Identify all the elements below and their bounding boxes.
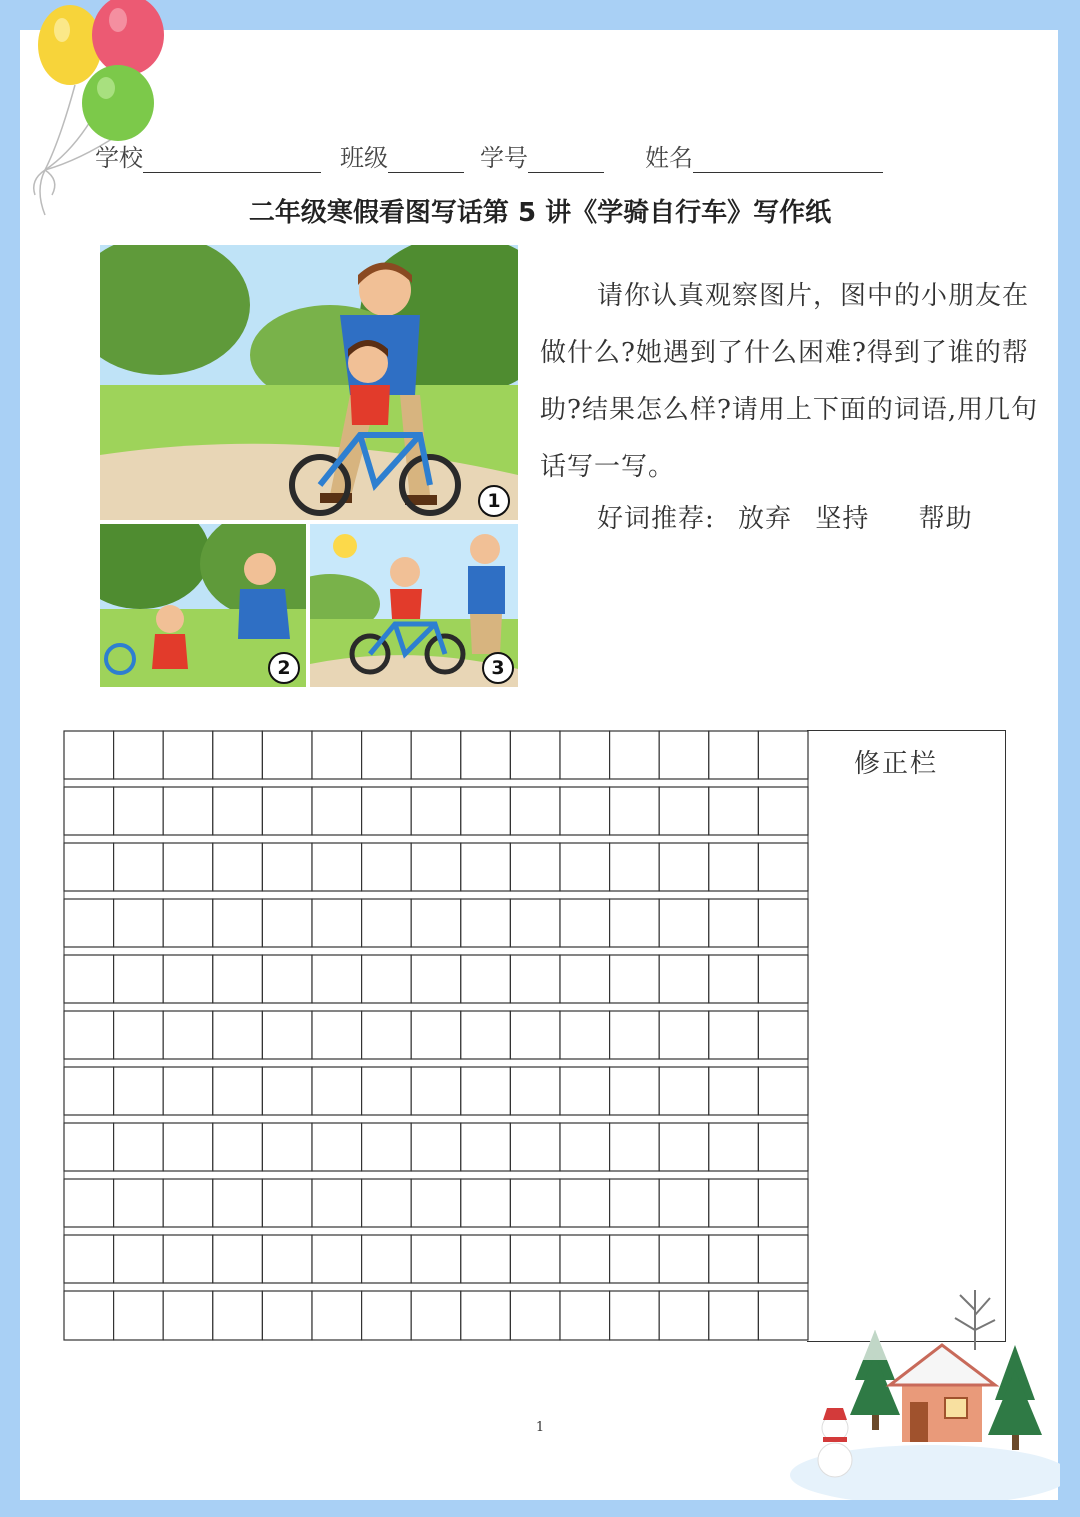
grid-cell[interactable] (163, 1011, 213, 1059)
grid-cell[interactable] (64, 1291, 114, 1340)
picture-3-number: 3 (482, 652, 514, 684)
grid-cell[interactable] (411, 1291, 461, 1340)
grid-cell[interactable] (758, 955, 808, 1003)
grid-cell[interactable] (362, 787, 412, 835)
grid-cell[interactable] (64, 731, 114, 779)
grid-cell[interactable] (510, 1011, 560, 1059)
grid-row-gap (64, 1059, 808, 1067)
grid-cell[interactable] (510, 955, 560, 1003)
grid-cell[interactable] (262, 1179, 312, 1227)
grid-cell[interactable] (610, 731, 660, 779)
grid-cell[interactable] (411, 1235, 461, 1283)
winter-house-decoration (790, 1290, 1060, 1500)
grid-cell[interactable] (262, 787, 312, 835)
grid-cell[interactable] (610, 899, 660, 947)
grid-cell[interactable] (560, 731, 610, 779)
grid-cell[interactable] (362, 1067, 412, 1115)
grid-row-gap (64, 891, 808, 899)
grid-cell[interactable] (213, 955, 263, 1003)
grid-cell[interactable] (709, 787, 759, 835)
grid-cell[interactable] (64, 1123, 114, 1171)
grid-cell[interactable] (114, 1235, 164, 1283)
grid-cell[interactable] (114, 1179, 164, 1227)
grid-cell[interactable] (64, 1067, 114, 1115)
grid-cell[interactable] (64, 1179, 114, 1227)
picture-panel (100, 245, 518, 687)
grid-cell[interactable] (114, 787, 164, 835)
picture-1-number: 1 (478, 485, 510, 517)
grid-cell[interactable] (64, 1235, 114, 1283)
grid-cell[interactable] (312, 843, 362, 891)
name-field[interactable] (645, 138, 883, 173)
grid-cell[interactable] (163, 1291, 213, 1340)
grid-cell[interactable] (560, 1123, 610, 1171)
grid-cell[interactable] (610, 1011, 660, 1059)
grid-cell[interactable] (461, 1011, 511, 1059)
grid-cell[interactable] (709, 899, 759, 947)
grid-cell[interactable] (709, 1011, 759, 1059)
grid-cell[interactable] (114, 1123, 164, 1171)
grid-cell[interactable] (461, 899, 511, 947)
recommended-word: 坚持 (815, 504, 870, 534)
grid-cell[interactable] (659, 1123, 709, 1171)
grid-cell[interactable] (758, 1179, 808, 1227)
grid-cell[interactable] (659, 955, 709, 1003)
grid-cell[interactable] (461, 1179, 511, 1227)
recommended-word: 放弃 (738, 504, 793, 534)
grid-cell[interactable] (411, 1067, 461, 1115)
grid-cell[interactable] (461, 1123, 511, 1171)
grid-cell[interactable] (610, 1179, 660, 1227)
grid-cell[interactable] (510, 899, 560, 947)
grid-cell[interactable] (163, 899, 213, 947)
grid-cell[interactable] (461, 787, 511, 835)
grid-cell[interactable] (64, 955, 114, 1003)
number-label: 学号 (480, 144, 528, 172)
grid-cell[interactable] (560, 787, 610, 835)
grid-cell[interactable] (560, 1235, 610, 1283)
grid-cell[interactable] (213, 787, 263, 835)
writing-prompt: 请你认真观察图片，图中的小朋友在做什么?她遇到了什么困难?得到了谁的帮助?结果怎么样?请用上下面的词语,用几句话写一写。 (540, 281, 1039, 482)
grid-cell[interactable] (114, 899, 164, 947)
grid-cell[interactable] (709, 731, 759, 779)
grid-cell[interactable] (610, 955, 660, 1003)
grid-cell[interactable] (659, 1011, 709, 1059)
grid-cell[interactable] (461, 1235, 511, 1283)
father-pushing-girl-on-bike-illustration (100, 245, 518, 520)
grid-cell[interactable] (163, 843, 213, 891)
grid-row-gap (64, 1003, 808, 1011)
writing-grid[interactable] (63, 730, 809, 1342)
page-number: 1 (535, 1420, 545, 1435)
grid-cell[interactable] (411, 899, 461, 947)
writing-grid-area (63, 730, 1007, 1342)
grid-cell[interactable] (560, 955, 610, 1003)
grid-cell[interactable] (213, 899, 263, 947)
grid-cell[interactable] (262, 1011, 312, 1059)
grid-cell[interactable] (163, 1179, 213, 1227)
grid-cell[interactable] (312, 731, 362, 779)
grid-cell[interactable] (510, 787, 560, 835)
grid-cell[interactable] (213, 843, 263, 891)
recommended-word: 帮助 (918, 504, 973, 534)
grid-cell[interactable] (411, 731, 461, 779)
grid-row-gap (64, 947, 808, 955)
grid-cell[interactable] (709, 955, 759, 1003)
grid-cell[interactable] (510, 843, 560, 891)
grid-cell[interactable] (163, 955, 213, 1003)
grid-cell[interactable] (213, 731, 263, 779)
grid-cell[interactable] (312, 1235, 362, 1283)
grid-cell[interactable] (114, 1067, 164, 1115)
grid-cell[interactable] (213, 1291, 263, 1340)
grid-cell[interactable] (758, 843, 808, 891)
grid-cell[interactable] (262, 843, 312, 891)
grid-cell[interactable] (758, 787, 808, 835)
grid-cell[interactable] (114, 843, 164, 891)
grid-cell[interactable] (758, 1123, 808, 1171)
grid-cell[interactable] (163, 1067, 213, 1115)
grid-cell[interactable] (213, 1011, 263, 1059)
grid-cell[interactable] (362, 731, 412, 779)
grid-cell[interactable] (362, 955, 412, 1003)
grid-cell[interactable] (114, 955, 164, 1003)
grid-cell[interactable] (758, 1067, 808, 1115)
grid-cell[interactable] (114, 1011, 164, 1059)
grid-cell[interactable] (758, 1235, 808, 1283)
school-blank[interactable] (143, 146, 321, 173)
grid-cell[interactable] (163, 787, 213, 835)
grid-cell[interactable] (312, 1291, 362, 1340)
grid-cell[interactable] (659, 899, 709, 947)
grid-cell[interactable] (262, 1123, 312, 1171)
grid-cell[interactable] (659, 731, 709, 779)
grid-cell[interactable] (411, 843, 461, 891)
grid-row-gap (64, 779, 808, 787)
grid-cell[interactable] (510, 1235, 560, 1283)
grid-cell[interactable] (709, 843, 759, 891)
grid-cell[interactable] (510, 1067, 560, 1115)
picture-2-number: 2 (268, 652, 300, 684)
grid-cell[interactable] (262, 1067, 312, 1115)
grid-cell[interactable] (510, 1291, 560, 1340)
grid-cell[interactable] (411, 1179, 461, 1227)
grid-cell[interactable] (560, 1291, 610, 1340)
grid-cell[interactable] (461, 731, 511, 779)
grid-cell[interactable] (64, 787, 114, 835)
grid-cell[interactable] (312, 1011, 362, 1059)
grid-cell[interactable] (411, 787, 461, 835)
grid-row-gap (64, 1115, 808, 1123)
grid-cell[interactable] (758, 899, 808, 947)
grid-cell[interactable] (362, 1011, 412, 1059)
worksheet-title: 二年级寒假看图写话第 5 讲《学骑自行车》写作纸 (248, 198, 832, 228)
grid-cell[interactable] (709, 1067, 759, 1115)
grid-cell[interactable] (560, 1067, 610, 1115)
school-field[interactable] (95, 138, 321, 173)
number-field[interactable] (480, 138, 604, 173)
grid-cell[interactable] (610, 1291, 660, 1340)
grid-cell[interactable] (64, 1011, 114, 1059)
grid-cell[interactable] (610, 787, 660, 835)
grid-cell[interactable] (312, 1179, 362, 1227)
grid-cell[interactable] (461, 1291, 511, 1340)
grid-cell[interactable] (262, 955, 312, 1003)
grid-cell[interactable] (64, 843, 114, 891)
grid-cell[interactable] (114, 1291, 164, 1340)
grid-cell[interactable] (213, 1179, 263, 1227)
grid-cell[interactable] (659, 1235, 709, 1283)
recommended-words-label: 好词推荐: (597, 504, 715, 534)
grid-cell[interactable] (610, 1123, 660, 1171)
grid-cell[interactable] (709, 1235, 759, 1283)
picture-2 (100, 524, 306, 687)
grid-cell[interactable] (362, 843, 412, 891)
grid-cell[interactable] (659, 843, 709, 891)
class-field[interactable] (340, 138, 464, 173)
grid-cell[interactable] (362, 1291, 412, 1340)
name-label: 姓名 (645, 144, 693, 172)
class-label: 班级 (340, 144, 388, 172)
grid-cell[interactable] (560, 1011, 610, 1059)
grid-cell[interactable] (610, 1067, 660, 1115)
grid-cell[interactable] (114, 731, 164, 779)
number-blank[interactable] (528, 146, 604, 173)
grid-cell[interactable] (461, 955, 511, 1003)
grid-cell[interactable] (510, 1123, 560, 1171)
grid-cell[interactable] (262, 731, 312, 779)
recommended-words (597, 498, 987, 535)
grid-cell[interactable] (362, 1123, 412, 1171)
grid-cell[interactable] (411, 1011, 461, 1059)
grid-cell[interactable] (213, 1235, 263, 1283)
grid-row-gap (64, 1171, 808, 1179)
grid-cell[interactable] (163, 1235, 213, 1283)
grid-cell[interactable] (262, 899, 312, 947)
grid-cell[interactable] (312, 1067, 362, 1115)
correction-column-label: 修正栏 (853, 749, 938, 779)
grid-cell[interactable] (709, 1123, 759, 1171)
grid-cell[interactable] (560, 1179, 610, 1227)
grid-cell[interactable] (659, 787, 709, 835)
grid-cell[interactable] (64, 899, 114, 947)
student-info-row (95, 138, 955, 172)
grid-cell[interactable] (312, 899, 362, 947)
grid-cell[interactable] (312, 1123, 362, 1171)
grid-cell[interactable] (610, 1235, 660, 1283)
grid-row-gap (64, 1227, 808, 1235)
grid-cell[interactable] (510, 731, 560, 779)
grid-cell[interactable] (709, 1179, 759, 1227)
grid-cell[interactable] (163, 1123, 213, 1171)
grid-cell[interactable] (411, 1123, 461, 1171)
grid-cell[interactable] (362, 1235, 412, 1283)
grid-cell[interactable] (758, 731, 808, 779)
grid-cell[interactable] (213, 1067, 263, 1115)
grid-row-gap (64, 1283, 808, 1291)
grid-cell[interactable] (411, 955, 461, 1003)
grid-cell[interactable] (659, 1291, 709, 1340)
grid-cell[interactable] (560, 899, 610, 947)
grid-cell[interactable] (312, 955, 362, 1003)
picture-3 (310, 524, 518, 687)
grid-cell[interactable] (610, 843, 660, 891)
grid-cell[interactable] (362, 899, 412, 947)
grid-cell[interactable] (510, 1179, 560, 1227)
grid-cell[interactable] (659, 1067, 709, 1115)
grid-cell[interactable] (461, 843, 511, 891)
grid-cell[interactable] (461, 1067, 511, 1115)
school-label: 学校 (95, 144, 143, 172)
name-blank[interactable] (693, 146, 883, 173)
grid-cell[interactable] (262, 1291, 312, 1340)
grid-cell[interactable] (560, 843, 610, 891)
correction-column[interactable] (807, 730, 1006, 1342)
grid-cell[interactable] (163, 731, 213, 779)
grid-row-gap (64, 835, 808, 843)
class-blank[interactable] (388, 146, 464, 173)
grid-cell[interactable] (709, 1291, 759, 1340)
grid-cell[interactable] (362, 1179, 412, 1227)
grid-cell[interactable] (659, 1179, 709, 1227)
grid-cell[interactable] (758, 1011, 808, 1059)
grid-cell[interactable] (213, 1123, 263, 1171)
grid-cell[interactable] (262, 1235, 312, 1283)
picture-1 (100, 245, 518, 520)
grid-cell[interactable] (312, 787, 362, 835)
